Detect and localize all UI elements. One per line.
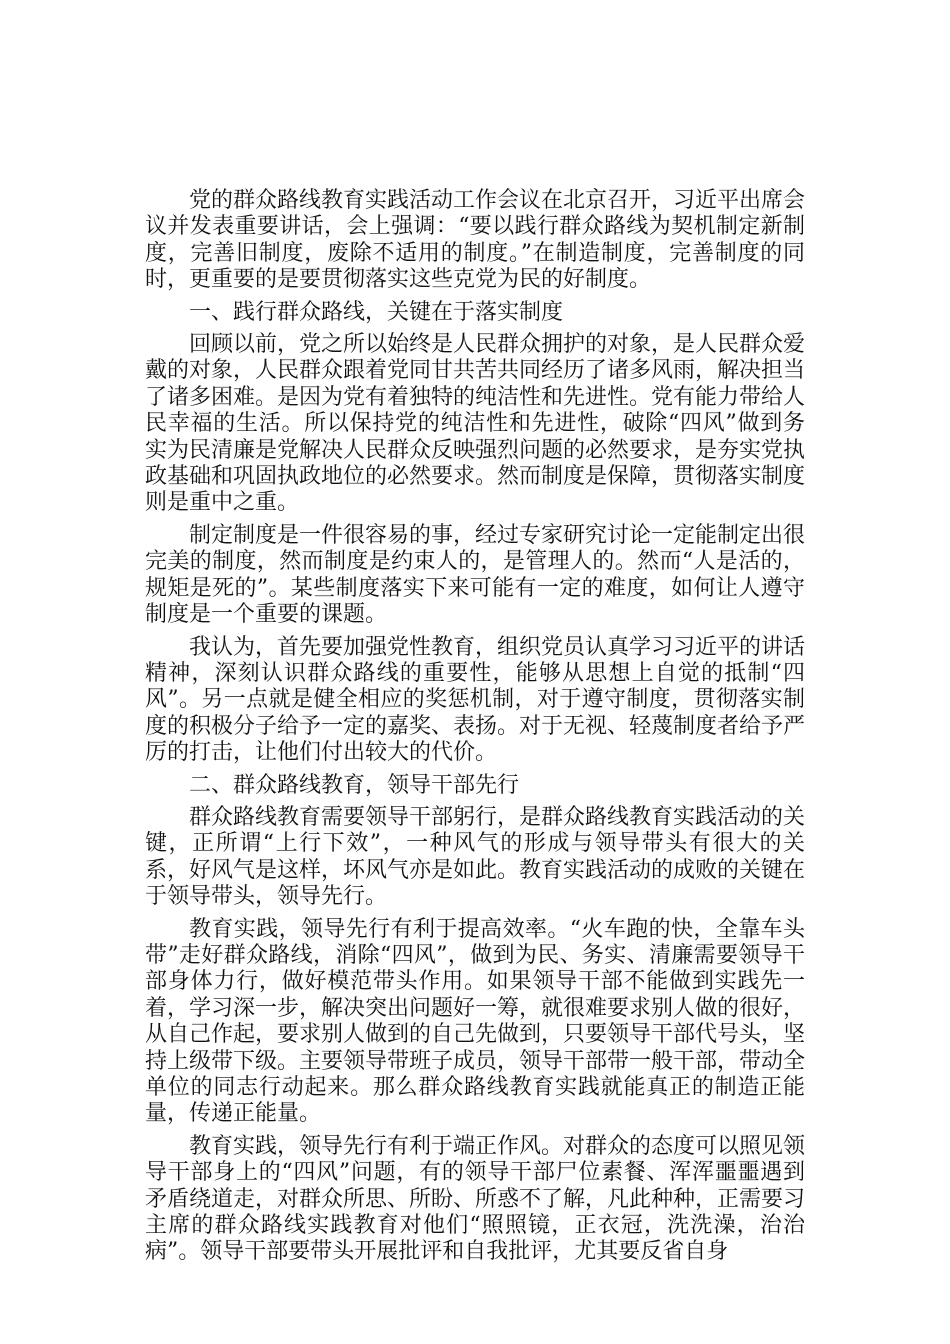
document-page xyxy=(145,188,805,1272)
paragraph-leaders-first: 群众路线教育需要领导干部躬行，是群众路线教育实践活动的关键，正所谓“上行下效”，一种风气的形成与领导带头有很大的关系，好风气是这样，坏风气亦是如此。教育实践活动的成败的关键在于领导带头，领导先行。 xyxy=(145,804,806,910)
paragraph-review: 回顾以前，党之所以始终是人民群众拥护的对象，是人民群众爱戴的对象，人民群众跟着党同甘共苦共同经历了诸多风雨，解决担当了诸多困难。是因为党有着独特的纯洁性和先进性。党有能力带给人民幸福的生活。所以保持党的纯洁性和先进性，破除“四风”做到务实为民清廉是党解决人民群众反映强烈问题的必然要求，是夯实党执政基础和巩固执政地位的必然要求。然而制度是保障，贯彻落实制度则是重中之重。 xyxy=(145,332,806,516)
paragraph-opinion: 我认为，首先要加强党性教育，组织党员认真学习习近平的讲话精神，深刻认识群众路线的重要性，能够从思想上自觉的抵制“四风”。另一点就是健全相应的奖惩机制，对于遵守制度，贯彻落实制度的积极分子给予一定的嘉奖、表扬。对于无视、轻蔑制度者给予严厉的打击，让他们付出较大的代价。 xyxy=(145,634,806,766)
section-heading-2: 二、群众路线教育，领导干部先行 xyxy=(189,772,520,798)
paragraph-making-rules: 制定制度是一件很容易的事，经过专家研究讨论一定能制定出很完美的制度，然而制度是约束人的，是管理人的。然而“人是活的，规矩是死的”。某些制度落实下来可能有一定的难度，如何让人遵守制度是一个重要的课题。 xyxy=(145,522,806,628)
paragraph-style: 教育实践，领导先行有利于端正作风。对群众的态度可以照见领导干部身上的“四风”问题，有的领导干部尸位素餐、浑浑噩噩遇到矛盾绕道走，对群众所思、所盼、所惑不了解，凡此种种，正需要习主席的群众路线实践教育对他们“照照镜，正衣冠，洗洗澡，治治病”。领导干部要带头开展批评和自我批评，尤其要反省自身 xyxy=(145,1133,806,1265)
paragraph-efficiency: 教育实践，领导先行有利于提高效率。“火车跑的快，全靠车头带”走好群众路线，消除“四风”，做到为民、务实、清廉需要领导干部身体力行，做好模范带头作用。如果领导干部不能做到实践先一着，学习深一步，解决突出问题好一筹，就很难要求别人做的很好，从自己作起，要求别人做到的自己先做到，只要领导干部代号头，坚持上级带下级。主要领导带班子成员，领导干部带一般干部，带动全单位的同志行动起来。那么群众路线教育实践就能真正的制造正能量，传递正能量。 xyxy=(145,916,806,1127)
paragraph-intro: 党的群众路线教育实践活动工作会议在北京召开，习近平出席会议并发表重要讲话，会上强调：“要以践行群众路线为契机制定新制度，完善旧制度，废除不适用的制度。”在制造制度，完善制度的同时，更重要的是要贯彻落实这些克党为民的好制度。 xyxy=(145,188,806,293)
section-heading-1: 一、践行群众路线，关键在于落实制度 xyxy=(189,299,564,325)
